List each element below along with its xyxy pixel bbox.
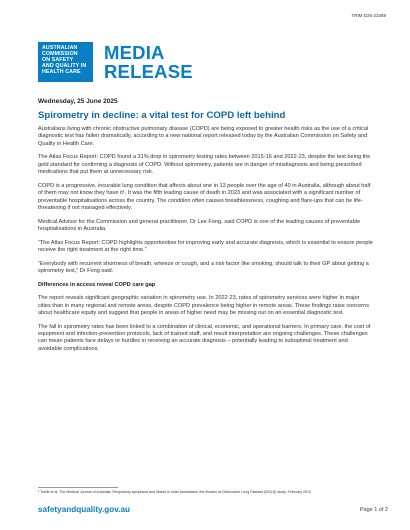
footnote-divider: [38, 487, 118, 488]
title-line-1: MEDIA: [104, 42, 165, 63]
logo-line: AND QUALITY IN: [42, 63, 87, 70]
paragraph: The fall in spirometry rates has been linked to a combination of clinical, economic, and operational barriers. In primary care, the cost of equipment and infection-prevention protocols, lack of trained staff, and result interpretation are ongoing challenges. These challenges can mean patients face delays or hurdles in receiving an accurate diagnosis – potentially leading to suboptimal treatment and avoidable complications.: [38, 323, 371, 352]
quote-paragraph: “The Atlas Focus Report: COPD highlights opportunities for improving early and accurate diagnosis, which is essential to ensure people receive the right treatment at the right time.”: [38, 239, 373, 254]
media-release-title: [104, 43, 193, 81]
footnote: ¹ Toelle et al. The Medical Journal of Australia, Respiratory symptoms and illness in older Australians: the Burden of Obstructive Lung Disease (BOLD) study, February 2013: [38, 490, 312, 494]
commission-logo: [38, 42, 93, 82]
headline: Spirometry in decline: a vital test for COPD left behind: [38, 110, 286, 121]
paragraph: The Atlas Focus Report: COPD found a 31% drop in spirometry testing rates between 2015-16 and 2022-23, despite the test being the gold standard for confirming a diagnosis of COPD. Without spirometry, patients are in danger of misdiagnosis and being prescribed medications that put them at unnecessary risk.: [38, 154, 371, 176]
paragraph: The report reveals significant geographic variation in spirometry use. In 2022-23, rates of spirometry services were higher in major cities than in many regional and remote areas, despite COPD prevalence being higher in remote areas. These findings raise concerns about healthcare equity and suggest that people in areas of higher need may be missing out on an essential diagnostic test.: [38, 295, 370, 317]
trim-reference: TRIM D25-23369: [351, 13, 386, 18]
page-number: Page 1 of 2: [359, 507, 388, 513]
body-content: [38, 126, 373, 359]
logo-line: ON SAFETY: [42, 57, 74, 64]
paragraph: Australians living with chronic obstructive pulmonary disease (COPD) are being exposed to greater health risks as the use of a critical diagnostic test has fallen dramatically, according to a new national report released today by the Australian Commission on Safety and Quality in Health Care.: [38, 126, 369, 147]
quote-paragraph: “Everybody with recurrent shortness of breath, wheeze or cough, and a risk factor like smoking, should talk to their GP about getting a spirometry test,” Dr Fong said.: [38, 260, 369, 275]
subheading: Differences in access reveal COPD care gap: [38, 281, 156, 288]
logo-line: COMMISSION: [42, 51, 78, 58]
paragraph: Medical Advisor for the Commission and general practitioner, Dr Lee Fong, said COPD is one of the leading causes of preventable hospitalisations in Australia.: [38, 218, 361, 233]
website-link[interactable]: safetyandquality.gov.au: [38, 505, 131, 514]
logo-line: AUSTRALIAN: [42, 45, 78, 51]
title-line-2: RELEASE: [104, 61, 193, 82]
release-date: Wednesday, 25 June 2025: [38, 98, 118, 105]
paragraph: COPD is a progressive, incurable lung condition that affects about one in 13 people over the age of 40 in Australia, although about half of them may not know they have it¹. It was the fifth leading cause of death in 2023 and was associated with a significant number of preventable hospitalisations across the country. The condition often causes breathlessness, coughing and flare-ups that can be life-threatening if not managed effectively.: [38, 182, 371, 212]
logo-line: HEALTH CARE: [42, 69, 81, 76]
